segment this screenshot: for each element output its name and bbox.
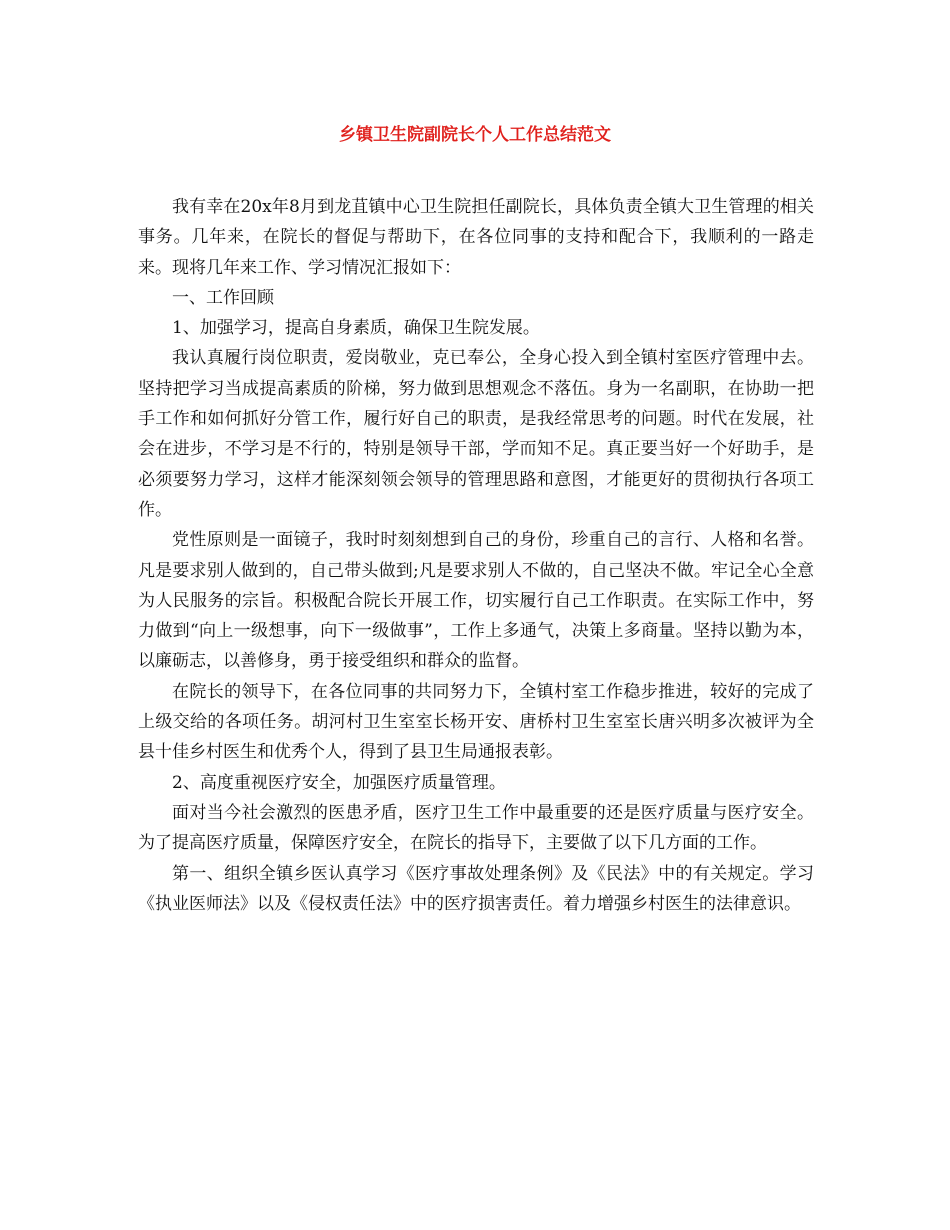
subheading-study: 1、加强学习，提高自身素质，确保卫生院发展。 (172, 318, 540, 339)
paragraph-achievements: 在院长的领导下，在各位同事的共同努力下，全镇村室工作稳步推进，较好的完成了上级交给的各项任务。胡河村卫生室室长杨开安、唐桥村卫生室室长唐兴明多次被评为全县十佳乡村医生和优秀个人，得到了县卫生局通报表彰。 (138, 681, 814, 763)
paragraph-medical-quality: 面对当今社会激烈的医患矛盾，医疗卫生工作中最重要的还是医疗质量与医疗安全。为了提高医疗质量，保障医疗安全，在院长的指导下，主要做了以下几方面的工作。 (138, 802, 814, 854)
paragraph-intro: 我有幸在20x年8月到龙苴镇中心卫生院担任副院长，具体负责全镇大卫生管理的相关事务。几年来，在院长的督促与帮助下，在各位同事的支持和配合下，我顺利的一路走来。现将几年来工作、学习情况汇报如下： (138, 197, 814, 278)
document-body (138, 192, 814, 919)
subheading-medical-safety: 2、高度重视医疗安全，加强医疗质量管理。 (172, 772, 506, 793)
document-title: 乡镇卫生院副院长个人工作总结范文 (339, 125, 611, 145)
section-heading-work-review: 一、工作回顾 (172, 287, 274, 308)
paragraph-first-measure: 第一、组织全镇乡医认真学习《医疗事故处理条例》及《民法》中的有关规定。学习《执业医师法》以及《侵权责任法》中的医疗损害责任。着力增强乡村医生的法律意识。 (138, 863, 814, 914)
paragraph-party-principle: 党性原则是一面镜子，我时时刻刻想到自己的身份，珍重自己的言行、人格和名誉。凡是要求别人做到的，自己带头做到;凡是要求别人不做的，自己坚决不做。牢记全心全意为人民服务的宗旨。积极配合院长开展工作，切实履行自己工作职责。在实际工作中，努力做到“向上一级想事，向下一级做事”，工作上多通气，决策上多商量。坚持以勤为本，以廉砺志，以善修身，勇于接受组织和群众的监督。 (138, 530, 814, 672)
paragraph-duties: 我认真履行岗位职责，爱岗敬业，克已奉公，全身心投入到全镇村室医疗管理中去。坚持把学习当成提高素质的阶梯，努力做到思想观念不落伍。身为一名副职，在协助一把手工作和如何抓好分管工作，履行好自己的职责，是我经常思考的问题。时代在发展，社会在进步，不学习是不行的，特别是领导干部，学而知不足。真正要当好一个好助手，是必须要努力学习，这样才能深刻领会领导的管理思路和意图，才能更好的贯彻执行各项工作。 (138, 348, 814, 520)
